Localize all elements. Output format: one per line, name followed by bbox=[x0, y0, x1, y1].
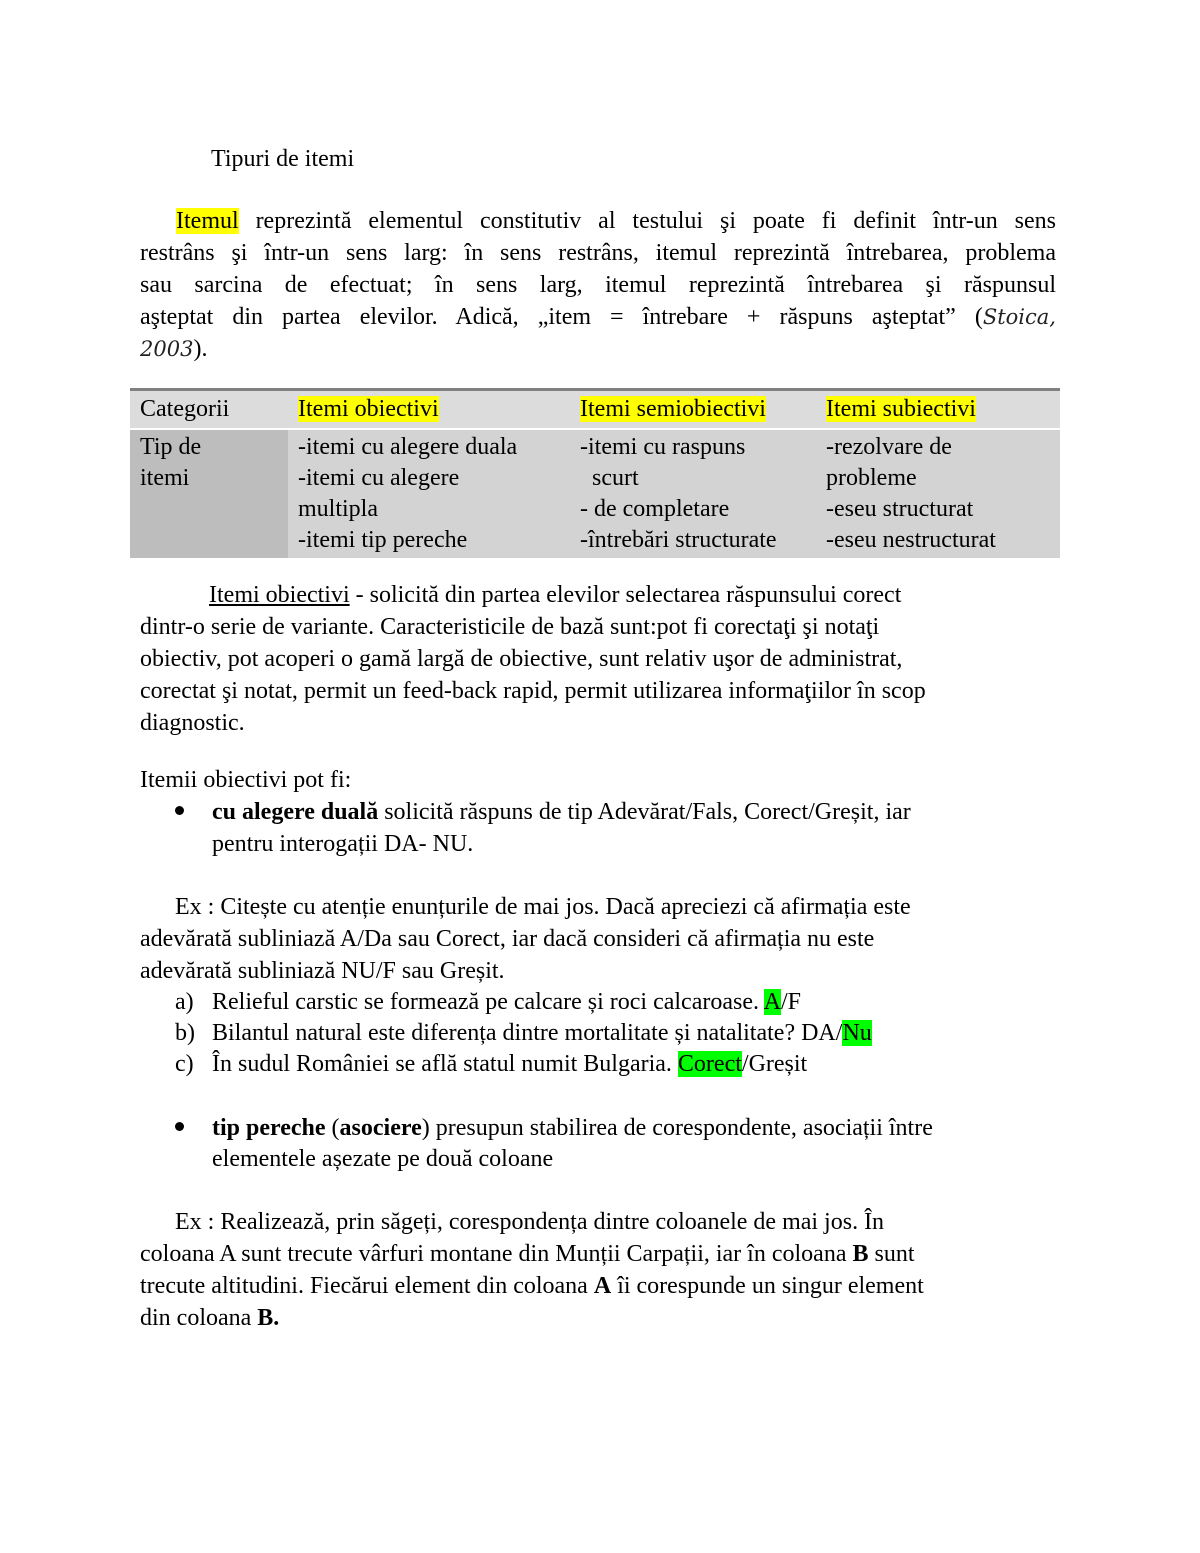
intro-line-3: sau sarcina de efectuat; în sens larg, itemul reprezintă întrebarea şi răspunsul bbox=[140, 272, 1056, 298]
intro-line-4: aşteptat din partea elevilor. Adică, „item = întrebare + răspuns aşteptat” (Stoica, bbox=[140, 304, 1056, 330]
answer-highlight: A bbox=[763, 989, 782, 1015]
intro-line-2: restrâns şi într-un sens larg: în sens restrâns, itemul reprezintă întrebarea, problema bbox=[140, 240, 1056, 266]
item-categories-table bbox=[130, 388, 1060, 558]
bullet-1-line-2: pentru interogații DA- NU. bbox=[212, 831, 474, 857]
intro-line-5: 2003). bbox=[140, 336, 208, 362]
citation-year: 2003 bbox=[140, 337, 194, 361]
table-cell: Tip de itemi bbox=[130, 429, 288, 558]
answer-highlight: Corect bbox=[677, 1051, 742, 1077]
table-header-cell: Categorii bbox=[130, 390, 288, 430]
underlined-term: Itemi obiectivi bbox=[209, 582, 350, 608]
example-2-line-4: din coloana B. bbox=[140, 1305, 280, 1331]
table-cell: -rezolvare de probleme -eseu structurat -eseu nestructurat bbox=[816, 429, 1060, 558]
example-2-line-1: Ex : Realizează, prin săgeți, corespondența dintre coloanele de mai jos. În bbox=[175, 1209, 885, 1235]
objective-line-4: corectat şi notat, permit un feed-back rapid, permit utilizarea informaţiilor în scop bbox=[140, 678, 926, 704]
table-header-row bbox=[130, 390, 1060, 430]
table-header-cell: Itemi subiectivi bbox=[816, 390, 1060, 430]
list-label: c) bbox=[175, 1051, 194, 1077]
intro-line-1: Itemul reprezintă elementul constitutiv al testului şi poate fi definit într-un sens bbox=[176, 208, 1056, 234]
example-1-line-3: adevărată subliniază NU/F sau Greșit. bbox=[140, 958, 505, 984]
bullet-icon bbox=[175, 1122, 184, 1131]
example-2-line-2: coloana A sunt trecute vârfuri montane din Munții Carpații, iar în coloana B sunt bbox=[140, 1241, 915, 1267]
bullet-1-line-1: cu alegere duală solicită răspuns de tip Adevărat/Fals, Corect/Greșit, iar bbox=[212, 799, 911, 825]
table-header-cell: Itemi semiobiectivi bbox=[570, 390, 816, 430]
objective-line-2: dintr-o serie de variante. Caracteristicile de bază sunt:pot fi corectaţi şi notaţi bbox=[140, 614, 880, 640]
objective-line-5: diagnostic. bbox=[140, 710, 245, 736]
objective-line-3: obiectiv, pot acoperi o gamă largă de obiective, sunt relativ uşor de administrat, bbox=[140, 646, 903, 672]
objective-line-1: Itemi obiectivi - solicită din partea elevilor selectarea răspunsului corect bbox=[209, 582, 902, 608]
citation-author: Stoica, bbox=[982, 305, 1056, 329]
example-2-line-3: trecute altitudini. Fiecărui element din coloana A îi corespunde un singur element bbox=[140, 1273, 924, 1299]
bullet-2-line-1: tip pereche (asociere) presupun stabilirea de corespondente, asociații între bbox=[212, 1115, 933, 1141]
list-item: Relieful carstic se formează pe calcare și roci calcaroase. A/F bbox=[212, 989, 802, 1015]
table-cell: -itemi cu raspuns scurt - de completare -întrebări structurate bbox=[570, 429, 816, 558]
answer-highlight: Nu bbox=[842, 1020, 872, 1046]
can-be-heading: Itemii obiectivi pot fi: bbox=[140, 767, 352, 793]
table-header-cell: Itemi obiectivi bbox=[288, 390, 570, 430]
example-1-line-1: Ex : Citește cu atenție enunțurile de mai jos. Dacă apreciezi că afirmația este bbox=[175, 894, 911, 920]
bullet-2-line-2: elementele așezate pe două coloane bbox=[212, 1146, 554, 1172]
list-item: În sudul României se află statul numit Bulgaria. Corect/Greșit bbox=[212, 1051, 808, 1077]
table-row bbox=[130, 429, 1060, 558]
highlighted-term: Itemul bbox=[176, 208, 239, 234]
example-1-line-2: adevărată subliniază A/Da sau Corect, iar dacă consideri că afirmația nu este bbox=[140, 926, 875, 952]
list-item: Bilantul natural este diferența dintre mortalitate și natalitate? DA/Nu bbox=[212, 1020, 872, 1046]
list-label: b) bbox=[175, 1020, 195, 1046]
list-label: a) bbox=[175, 989, 194, 1015]
page-title: Tipuri de itemi bbox=[211, 146, 355, 172]
table-cell: -itemi cu alegere duala -itemi cu alegere multipla -itemi tip pereche bbox=[288, 429, 570, 558]
bullet-icon bbox=[175, 806, 184, 815]
